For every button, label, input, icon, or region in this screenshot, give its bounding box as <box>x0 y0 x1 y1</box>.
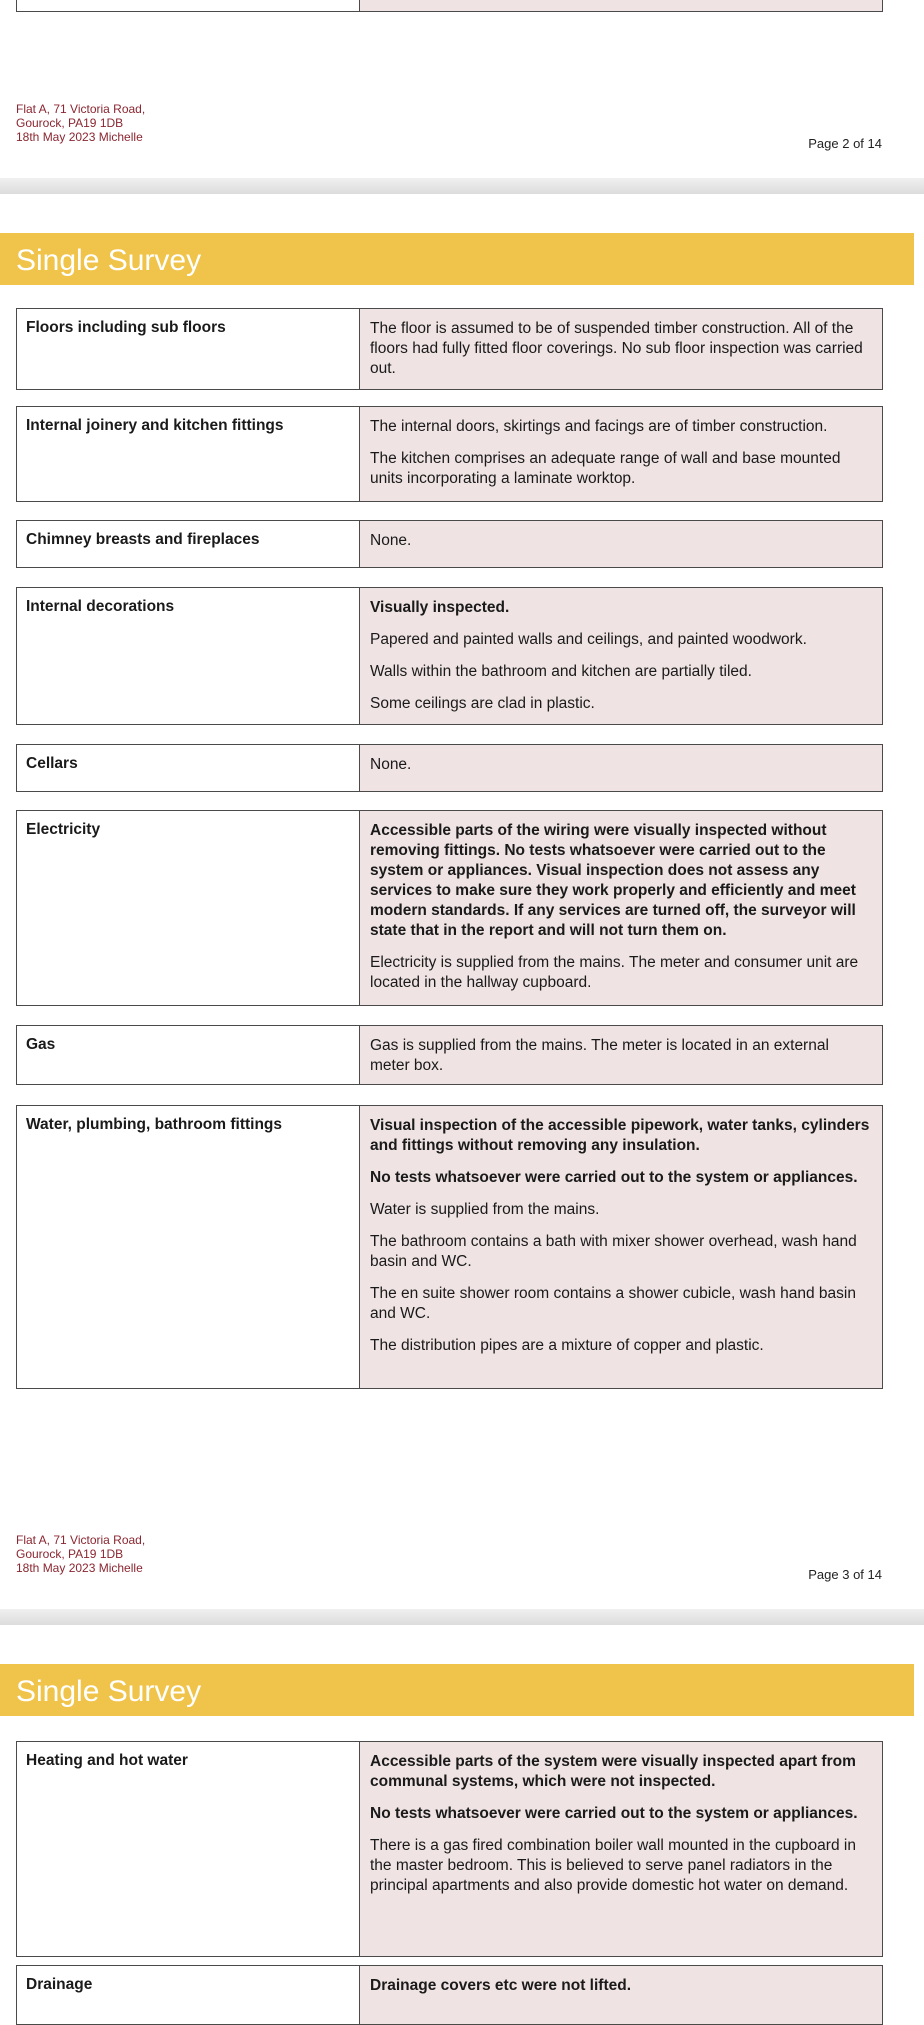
banner-title: Single Survey <box>16 244 202 277</box>
row-description-cell <box>359 308 883 390</box>
description-paragraph: The en suite shower room contains a shower cubicle, wash hand basin and WC. <box>370 1285 856 1322</box>
row-label: Internal decorations <box>26 598 175 615</box>
address-date-author: 18th May 2023 Michelle <box>16 1561 143 1575</box>
row-description-cell <box>359 1025 883 1085</box>
row-label-cell <box>16 587 361 725</box>
description-paragraph: The distribution pipes are a mixture of copper and plastic. <box>370 1337 764 1354</box>
description-paragraph: None. <box>370 532 412 549</box>
row-label-cell <box>16 308 361 390</box>
page3-footer-address <box>16 1533 145 1575</box>
row-label-cell <box>16 406 361 502</box>
page2-footer-address <box>16 102 145 144</box>
description-paragraph: Some ceilings are clad in plastic. <box>370 695 595 712</box>
section-banner <box>0 1664 914 1716</box>
row-label: Floors including sub floors <box>26 319 226 336</box>
row-label: Internal joinery and kitchen fittings <box>26 417 284 434</box>
address-line-1: Flat A, 71 Victoria Road, <box>16 102 146 116</box>
row-label-cell <box>16 1965 361 2025</box>
description-paragraph: The kitchen comprises an adequate range of wall and base mounted units incorporating a laminate worktop. <box>370 450 841 487</box>
description-paragraph: The floor is assumed to be of suspended timber construction. All of the floors had fully fitted floor coverings. No sub floor inspection was carried out. <box>370 320 863 377</box>
row-description-cell <box>359 520 883 568</box>
banner-title: Single Survey <box>16 1675 202 1708</box>
row-label: Drainage <box>26 1976 93 1993</box>
description-paragraph: Visual inspection of the accessible pipework, water tanks, cylinders and fittings without removing any insulation. <box>370 1117 870 1154</box>
row-description-cell <box>359 1741 883 1957</box>
description-paragraph: Accessible parts of the wiring were visually inspected without removing fittings. No tests whatsoever were carried out to the system or appliances. Visual inspection does not assess any services to make sure they work properly and efficiently and meet modern standards. If any services are turned off, the surveyor will state that in the report and will not turn them on. <box>370 822 856 939</box>
address-line-2: Gourock, PA19 1DB <box>16 1547 124 1561</box>
row-label-cell <box>16 744 361 792</box>
row-label: Gas <box>26 1036 56 1053</box>
row-description-cell <box>359 406 883 502</box>
description-paragraph: Gas is supplied from the mains. The meter is located in an external meter box. <box>370 1037 829 1074</box>
description-paragraph: No tests whatsoever were carried out to the system or appliances. <box>370 1805 858 1822</box>
description-paragraph: Walls within the bathroom and kitchen are partially tiled. <box>370 663 752 680</box>
row-label-cell <box>16 1105 361 1389</box>
row-description-cell <box>359 744 883 792</box>
row-description-cell <box>359 587 883 725</box>
row-label-cell <box>16 520 361 568</box>
description-paragraph: The internal doors, skirtings and facings are of timber construction. <box>370 418 828 435</box>
row-label: Electricity <box>26 821 101 838</box>
description-paragraph: Drainage covers etc were not lifted. <box>370 1977 632 1994</box>
row-label: Heating and hot water <box>26 1752 188 1769</box>
description-paragraph: Accessible parts of the system were visually inspected apart from communal systems, which were not inspected. <box>370 1753 856 1790</box>
address-line-1: Flat A, 71 Victoria Road, <box>16 1533 146 1547</box>
page3-page-number: Page 3 of 14 <box>808 1567 882 1582</box>
description-paragraph: No tests whatsoever were carried out to the system or appliances. <box>370 1169 858 1186</box>
address-line-2: Gourock, PA19 1DB <box>16 116 124 130</box>
page2-page-number: Page 2 of 14 <box>808 136 882 151</box>
description-paragraph: Papered and painted walls and ceilings, and painted woodwork. <box>370 631 807 648</box>
row-label-cell <box>16 1025 361 1085</box>
description-paragraph: There is a gas fired combination boiler wall mounted in the cupboard in the master bedroom. This is believed to serve panel radiators in the principal apartments and also provide domestic hot water on demand. <box>370 1837 856 1894</box>
address-date-author: 18th May 2023 Michelle <box>16 130 143 144</box>
page-separator <box>0 178 924 194</box>
description-paragraph: Water is supplied from the mains. <box>370 1201 600 1218</box>
row-description-cell <box>359 1105 883 1389</box>
page-separator <box>0 1609 924 1625</box>
row-label: Chimney breasts and fireplaces <box>26 531 260 548</box>
description-paragraph: Electricity is supplied from the mains. The meter and consumer unit are located in the hallway cupboard. <box>370 954 859 991</box>
description-paragraph: Visually inspected. <box>370 599 510 616</box>
row-label-cell <box>16 1741 361 1957</box>
description-paragraph: None. <box>370 756 412 773</box>
section-banner <box>0 233 914 285</box>
row-label: Cellars <box>26 755 78 772</box>
row-label: Water, plumbing, bathroom fittings <box>26 1116 283 1133</box>
row-description-cell <box>359 1965 883 2025</box>
row-label-cell <box>16 810 361 1006</box>
previous-table-bottom-edge <box>16 0 883 14</box>
description-paragraph: The bathroom contains a bath with mixer shower overhead, wash hand basin and WC. <box>370 1233 857 1270</box>
row-description-cell <box>359 810 883 1006</box>
